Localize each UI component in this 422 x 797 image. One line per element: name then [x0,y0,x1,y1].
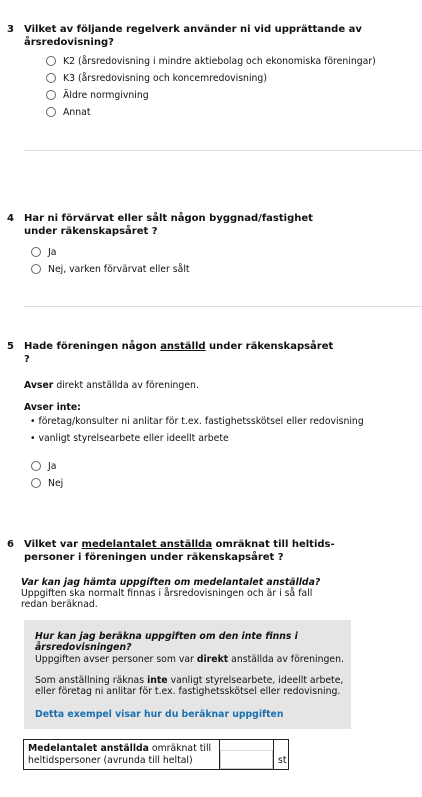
radio-option-nej[interactable] [31,477,63,489]
radio-button[interactable] [31,264,41,274]
question-number: 4 [7,213,14,224]
question-title-line: Hade föreningen någon anställd under räkenskapsåret [24,341,334,352]
hint-text: Uppgiften ska normalt finnas i årsredovisningen och är i så fall redan beräknad. [21,588,313,610]
option-label: Äldre normgivning [63,89,149,101]
help-box [24,620,351,729]
radio-option-nej[interactable] [31,263,190,275]
question-title [24,24,369,49]
bullet-item: • företag/konsulter ni anlitar för t.ex. fastighetsskötsel eller redovisning [30,416,364,427]
radio-button[interactable] [46,107,56,117]
question-title-line: ? [24,353,30,365]
question-title [24,341,369,366]
radio-button[interactable] [31,478,41,488]
example-link[interactable]: Detta exempel visar hur du beräknar uppgiften [35,709,284,720]
radio-option-k2[interactable] [46,55,376,67]
field-label: Medelantalet anställda omräknat till heltidspersoner (avrunda till heltal) [28,743,212,766]
avser-text: Avser direkt anställda av föreningen. [24,380,199,391]
radio-button[interactable] [46,73,56,83]
hint-title: Var kan jag hämta uppgiften om medelantalet anställda? [21,577,321,588]
question-title-line: personer i föreningen under räkenskapsåret ? [24,551,284,563]
radio-button[interactable] [31,461,41,471]
divider [24,306,422,307]
question-title [24,539,369,564]
employees-field-row [23,739,289,770]
radio-button[interactable] [46,56,56,66]
question-title [24,213,369,238]
radio-option-ja[interactable] [31,460,56,472]
question-title-line: årsredovisning? [24,36,114,48]
question-number: 6 [7,539,14,550]
question-title-line: under räkenskapsåret ? [24,225,158,237]
question-title-line: Vilket av följande regelverk använder ni vid upprättande av [24,24,362,35]
question-title-line: Vilket var medelantalet anställda omräknat till heltids- [24,539,335,550]
bullet-item: • vanligt styrelsearbete eller ideellt arbete [30,433,229,444]
option-label: Nej, varken förvärvat eller sålt [48,263,190,275]
help-line: Uppgiften avser personer som var direkt anställda av föreningen. [35,654,344,665]
radio-option-ja[interactable] [31,246,56,258]
underlined-term: anställd [160,341,206,352]
option-label: Ja [48,246,57,258]
option-label: K2 (årsredovisning i mindre aktiebolag och ekonomiska föreningar) [63,55,376,67]
help-line: Som anställning räknas inte vanligt styrelsearbete, ideellt arbete, eller företag ni anlitar för t.ex. fastighetsskötsel eller redovisning. [35,675,344,697]
radio-option-k3[interactable] [46,72,267,84]
radio-option-annat[interactable] [46,106,91,118]
question-title-line: Har ni förvärvat eller sålt någon byggnad/fastighet [24,213,313,224]
divider [24,150,422,151]
option-label: Annat [63,106,91,118]
option-label: Nej [48,477,64,489]
radio-button[interactable] [46,90,56,100]
radio-option-aldre[interactable] [46,89,149,101]
underlined-term: medelantalet anställda [81,539,213,550]
option-label: Ja [48,460,57,472]
radio-button[interactable] [31,247,41,257]
unit-label: st [278,755,287,766]
question-number: 3 [7,24,14,35]
employees-count-input[interactable] [220,750,273,769]
question-number: 5 [7,341,14,352]
input-cell [219,740,274,769]
help-title: Hur kan jag beräkna uppgiften om den inte finns i årsredovisningen? [35,631,298,653]
avser-inte-label: Avser inte: [24,402,81,413]
option-label: K3 (årsredovisning och koncemredovisning) [63,72,267,84]
